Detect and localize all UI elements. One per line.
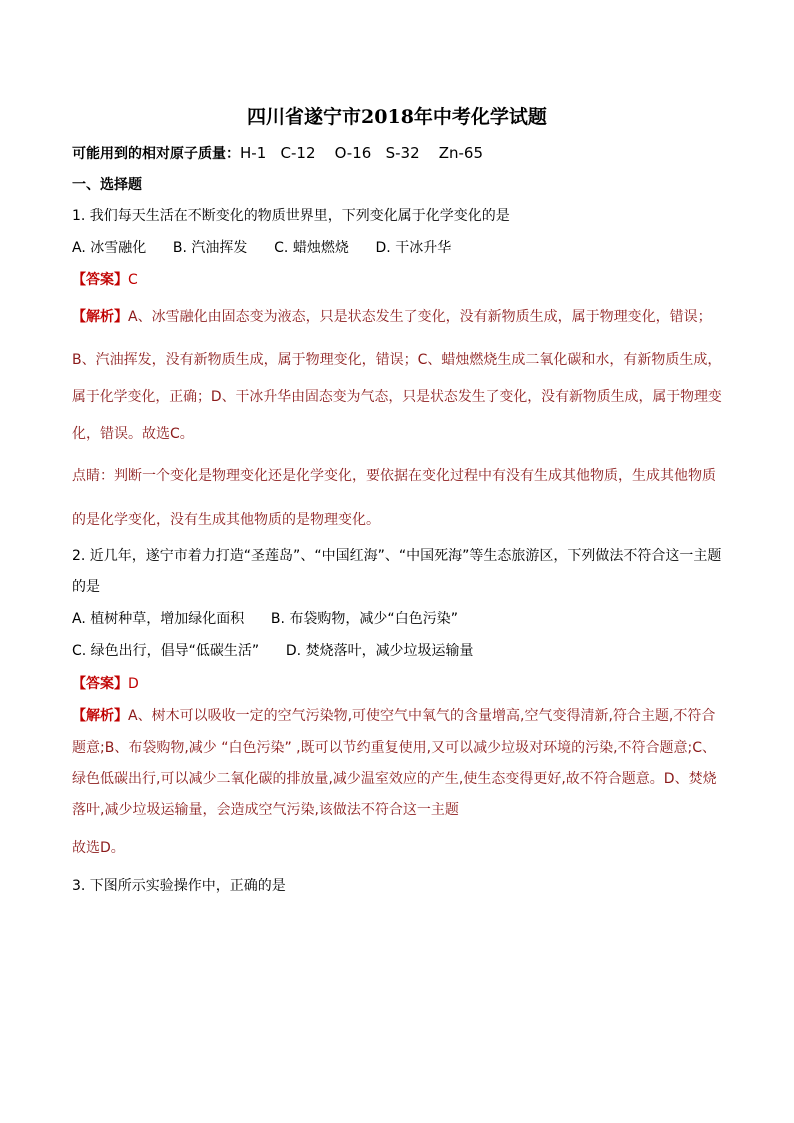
q1-analysis-line-2: B、汽油挥发，没有新物质生成，属于物理变化，错误；C、蜡烛燃烧生成二氧化碳和水，有新物质生成， bbox=[72, 352, 722, 368]
q1-answer: C bbox=[128, 272, 138, 288]
q2-stem-line-1: 2. 近几年，遂宁市着力打造“圣莲岛”、“中国红海”、“中国死海”等生态旅游区，下列做法不符合这一主题 bbox=[72, 548, 722, 564]
section-heading: 一、选择题 bbox=[72, 177, 142, 193]
q2-options-line-2: C. 绿色出行，倡导“低碳生活” D. 焚烧落叶，减少垃圾运输量 bbox=[72, 643, 474, 659]
q1-analysis-tag: 【解析】 bbox=[72, 309, 128, 325]
q2-analysis-line-3: 绿色低碳出行,可以减少二氧化碳的排放量,减少温室效应的产生,使生态变得更好,故不符合题意。D、焚烧 bbox=[72, 771, 717, 787]
q2-answer: D bbox=[128, 676, 139, 692]
q1-answer-tag: 【答案】 bbox=[72, 272, 128, 288]
q2-analysis-line-4: 落叶,减少垃圾运输量，会造成空气污染,该做法不符合这一主题 bbox=[72, 802, 459, 818]
q1-answer-line bbox=[72, 270, 138, 290]
q1-analysis-line-4: 化，错误。故选C。 bbox=[72, 426, 194, 442]
q2-analysis-text-1: A、树木可以吸收一定的空气污染物,可使空气中氧气的含量增高,空气变得清新,符合主题,不符合 bbox=[128, 708, 716, 724]
atomic-mass-values: H-1 C-12 O-16 S-32 Zn-65 bbox=[240, 144, 483, 162]
q1-tip-line-2: 的是化学变化，没有生成其他物质的是物理变化。 bbox=[72, 512, 380, 528]
q2-analysis-tag: 【解析】 bbox=[72, 708, 128, 724]
q2-analysis-line-1 bbox=[72, 706, 715, 726]
page-title: 四川省遂宁市2018年中考化学试题 bbox=[247, 106, 547, 128]
q1-tip-line-1: 点睛：判断一个变化是物理变化还是化学变化，要依据在变化过程中有没有生成其他物质，生成其他物质 bbox=[72, 468, 716, 484]
q1-analysis-line-1 bbox=[72, 307, 712, 327]
q2-stem-line-2: 的是 bbox=[72, 579, 100, 595]
q3-stem: 3. 下图所示实验操作中，正确的是 bbox=[72, 878, 286, 894]
q1-analysis-line-3: 属于化学变化，正确；D、干冰升华由固态变为气态，只是状态发生了变化，没有新物质生成，属于物理变 bbox=[72, 389, 722, 405]
q1-options: A. 冰雪融化 B. 汽油挥发 C. 蜡烛燃烧 D. 干冰升华 bbox=[72, 240, 452, 256]
atomic-mass-line bbox=[72, 143, 483, 164]
q2-answer-line bbox=[72, 674, 139, 694]
q2-answer-tag: 【答案】 bbox=[72, 676, 128, 692]
q2-analysis-line-2: 题意;B、布袋购物,减少 “白色污染” ,既可以节约重复使用,又可以减少垃圾对环境的污染,不符合题意;C、 bbox=[72, 740, 717, 756]
q1-analysis-text-1: A、冰雪融化由固态变为液态，只是状态发生了变化，没有新物质生成，属于物理变化，错误； bbox=[128, 309, 712, 325]
q1-stem: 1. 我们每天生活在不断变化的物质世界里，下列变化属于化学变化的是 bbox=[72, 208, 510, 224]
q2-choose: 故选D。 bbox=[72, 840, 125, 856]
atomic-mass-label: 可能用到的相对原子质量： bbox=[72, 146, 240, 162]
q2-options-line-1: A. 植树种草，增加绿化面积 B. 布袋购物，减少“白色污染” bbox=[72, 611, 458, 627]
